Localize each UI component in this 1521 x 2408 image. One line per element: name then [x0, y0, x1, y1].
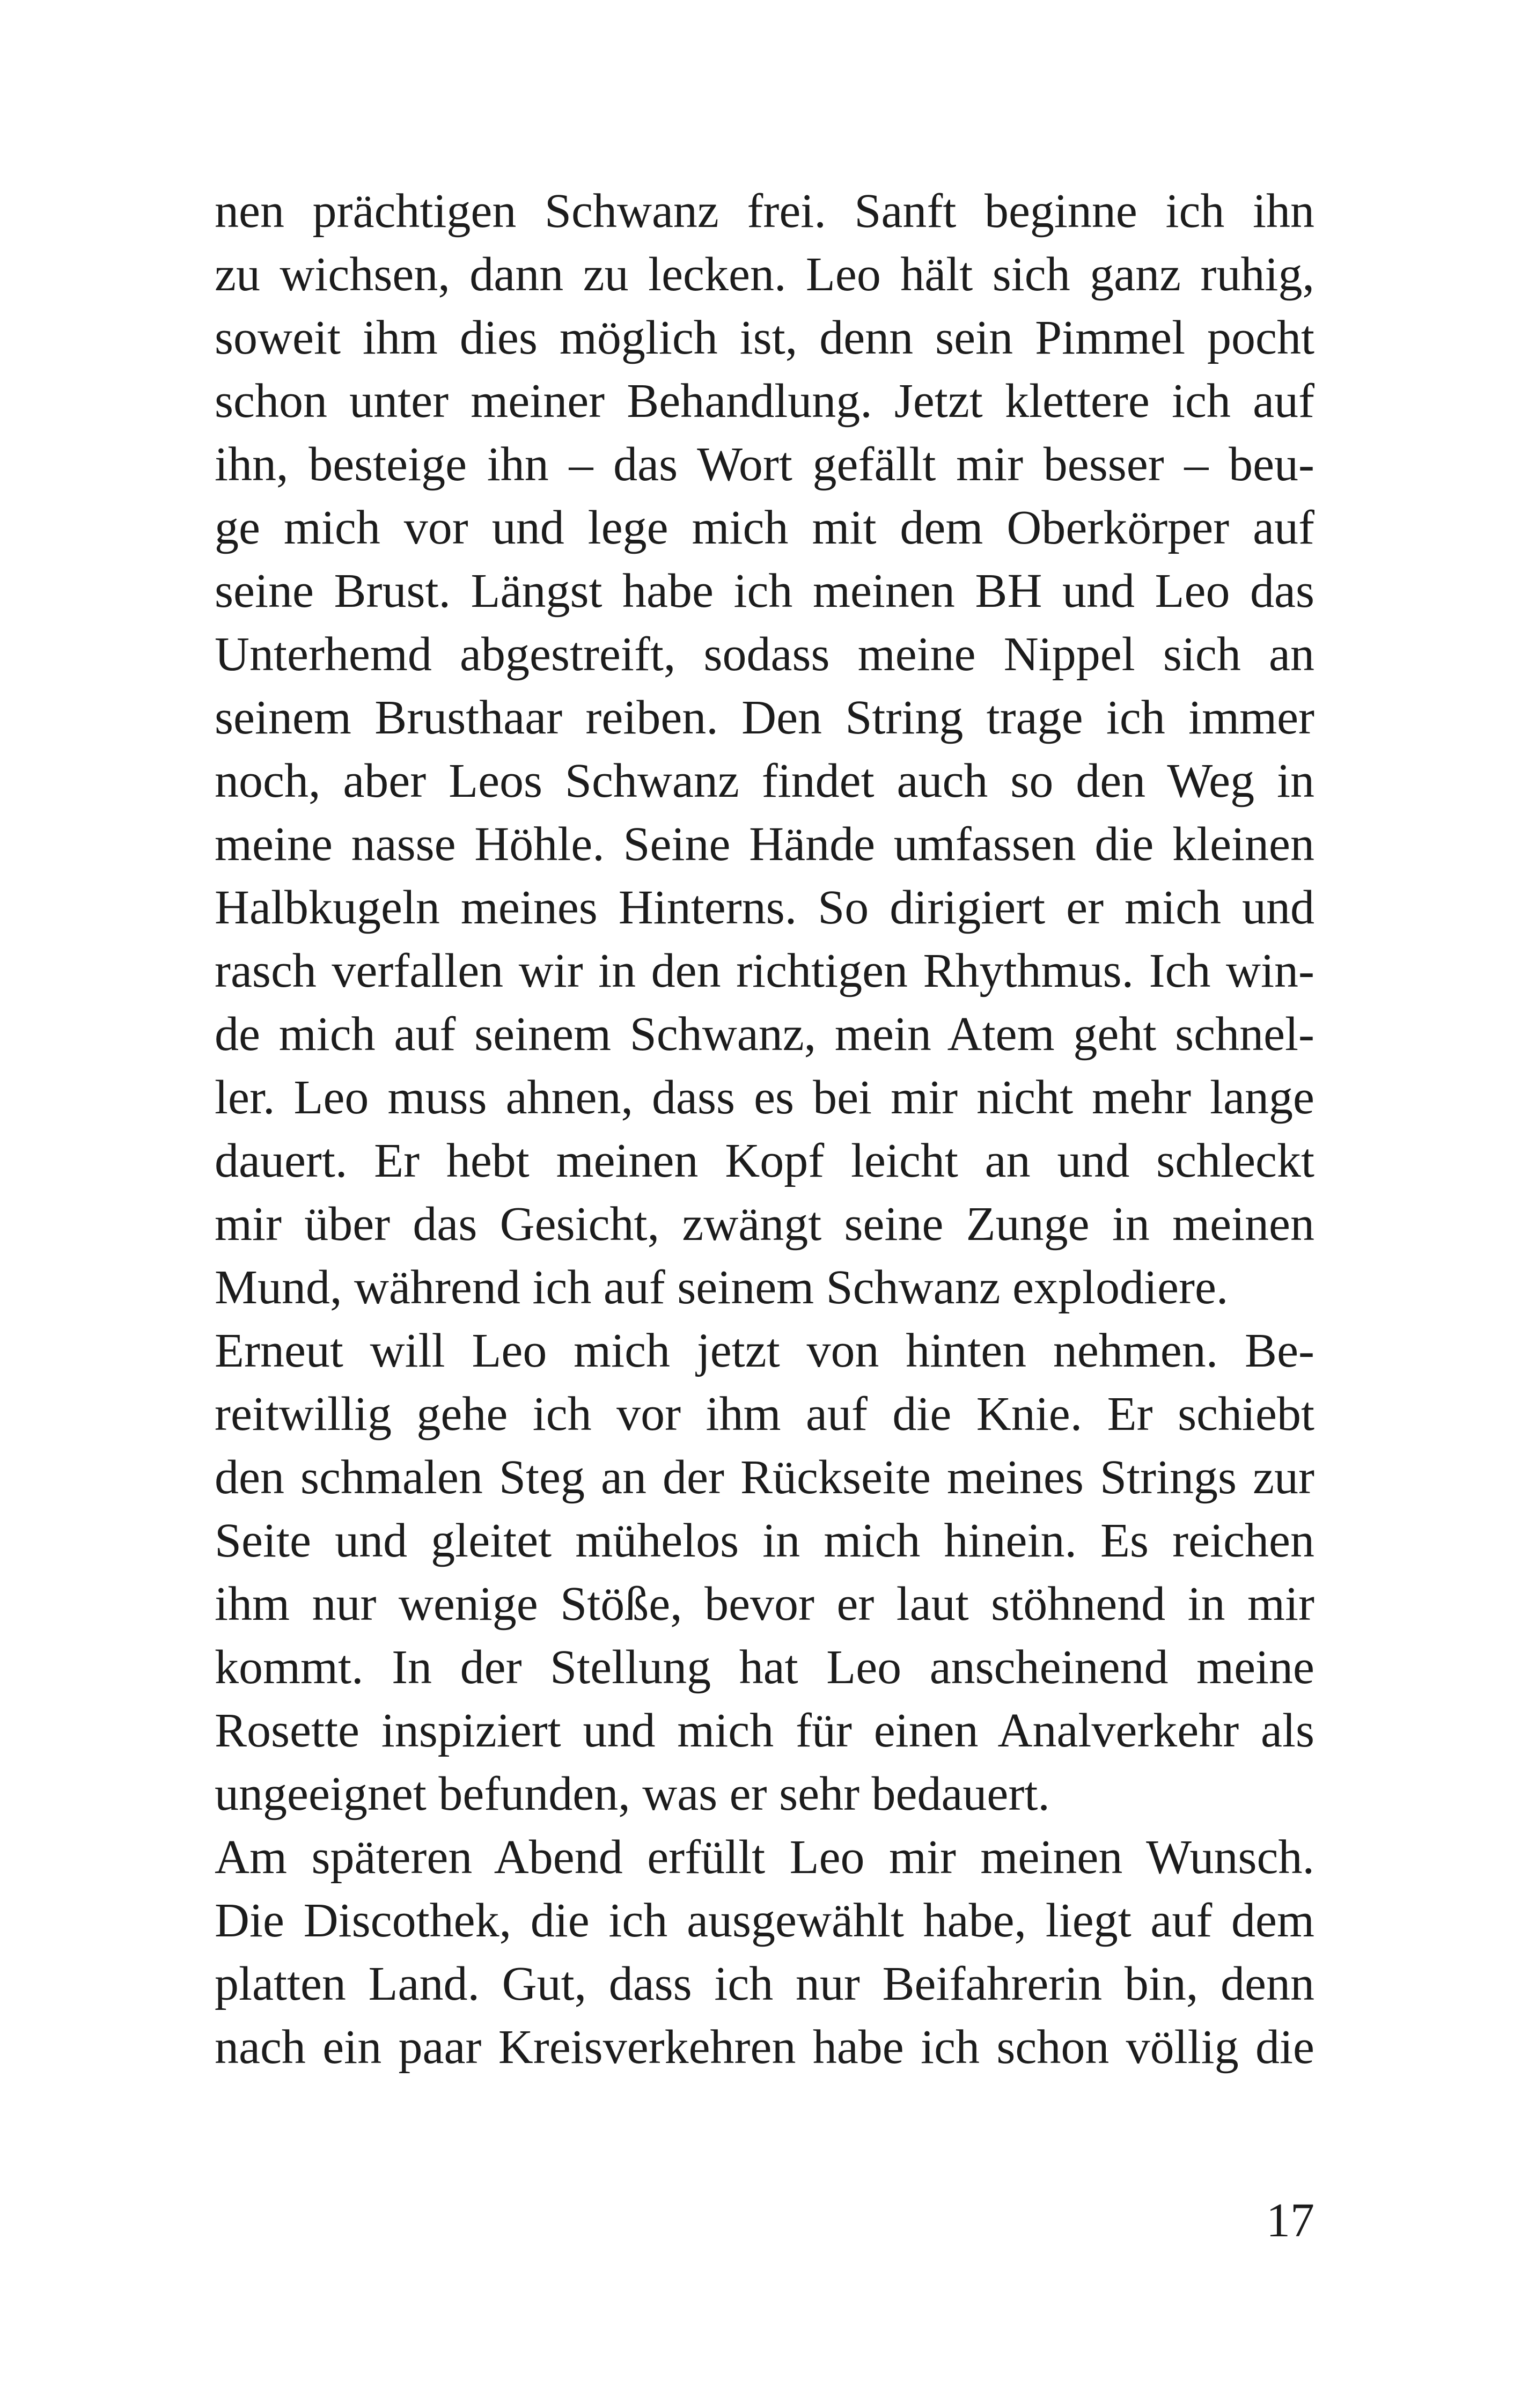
text-line: zu wichsen, dann zu lecken. Leo hält sich ganz ruhig, — [215, 248, 1314, 301]
text-line: rasch verfallen wir in den richtigen Rhythmus. Ich win- — [215, 944, 1314, 997]
text-line: Die Discothek, die ich ausgewählt habe, liegt auf dem — [215, 1894, 1314, 1947]
text-line: ihm nur wenige Stöße, bevor er laut stöhnend in mir — [215, 1577, 1314, 1631]
text-line: reitwillig gehe ich vor ihm auf die Knie. Er schiebt — [215, 1387, 1314, 1441]
text-line: dauert. Er hebt meinen Kopf leicht an und schleckt — [215, 1134, 1314, 1187]
text-line: seine Brust. Längst habe ich meinen BH und Leo das — [215, 564, 1314, 618]
text-line: Seite und gleitet mühelos in mich hinein. Es reichen — [215, 1514, 1314, 1567]
body-text — [215, 180, 1314, 2079]
text-line: schon unter meiner Behandlung. Jetzt klettere ich auf — [215, 375, 1314, 428]
text-line: noch, aber Leos Schwanz findet auch so den Weg in — [215, 754, 1314, 807]
text-line: meine nasse Höhle. Seine Hände umfassen die kleinen — [215, 818, 1314, 871]
text-line: de mich auf seinem Schwanz, mein Atem geht schnel- — [215, 1008, 1314, 1061]
text-line: soweit ihm dies möglich ist, denn sein Pimmel pocht — [215, 311, 1314, 364]
text-line: ihn, besteige ihn – das Wort gefällt mir besser – beu- — [215, 438, 1314, 491]
paragraph-last-line: ungeeignet befunden, was er sehr bedauert. — [215, 1767, 1050, 1820]
page-number: 17 — [1266, 2194, 1314, 2247]
paragraph-last-line: Mund, während ich auf seinem Schwanz explodiere. — [215, 1261, 1229, 1314]
text-line: ge mich vor und lege mich mit dem Oberkörper auf — [215, 501, 1314, 554]
text-line: Unterhemd abgestreift, sodass meine Nippel sich an — [215, 628, 1314, 681]
text-line: seinem Brusthaar reiben. Den String trage ich immer — [215, 691, 1314, 744]
text-line: den schmalen Steg an der Rückseite meines Strings zur — [215, 1451, 1314, 1504]
text-line: Rosette inspiziert und mich für einen Analverkehr als — [215, 1704, 1314, 1757]
text-line: ler. Leo muss ahnen, dass es bei mir nicht mehr lange — [215, 1071, 1314, 1124]
text-line: platten Land. Gut, dass ich nur Beifahrerin bin, denn — [215, 1957, 1314, 2010]
text-line: Am späteren Abend erfüllt Leo mir meinen Wunsch. — [215, 1831, 1314, 1884]
text-line: nen prächtigen Schwanz frei. Sanft beginne ich ihn — [215, 185, 1314, 238]
text-line: Halbkugeln meines Hinterns. So dirigiert er mich und — [215, 881, 1314, 934]
text-line: Erneut will Leo mich jetzt von hinten nehmen. Be- — [215, 1324, 1314, 1377]
text-line: kommt. In der Stellung hat Leo anscheinend meine — [215, 1641, 1314, 1694]
text-line: nach ein paar Kreisverkehren habe ich schon völlig die — [215, 2021, 1314, 2074]
text-line: mir über das Gesicht, zwängt seine Zunge in meinen — [215, 1198, 1314, 1251]
